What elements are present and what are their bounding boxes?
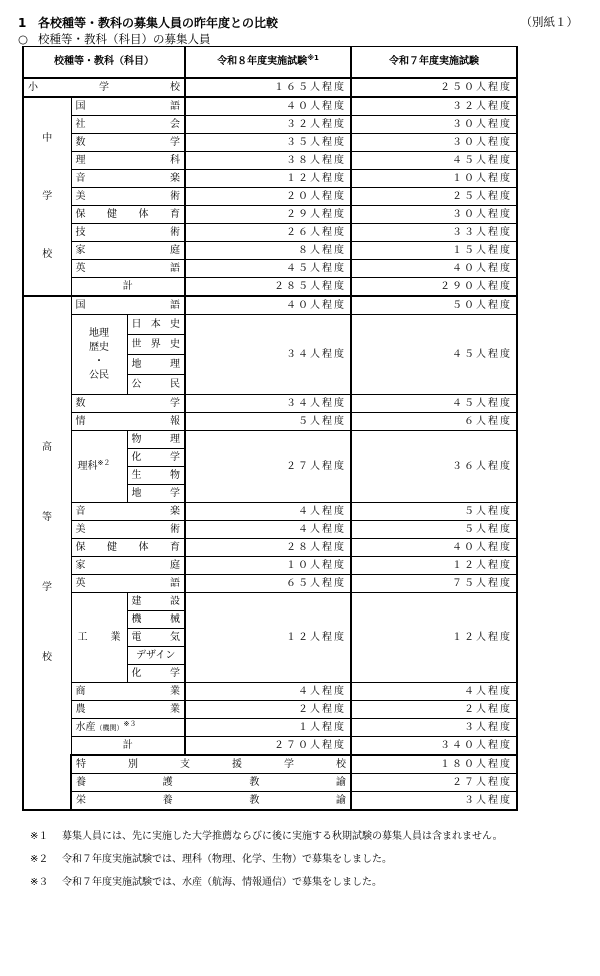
section-subtitle xyxy=(18,31,211,47)
value-r8: ４５人程度 xyxy=(185,260,351,278)
value-r8: ２８人程度 xyxy=(185,539,351,557)
title-text: 各校種等・教科の募集人員の昨年度との比較 xyxy=(38,16,279,30)
subject-label: 技術 xyxy=(71,224,185,242)
total-label: 計 xyxy=(71,737,185,756)
table-row xyxy=(23,774,517,792)
table-row xyxy=(23,701,517,719)
value-r8: ４０人程度 xyxy=(185,296,351,315)
value-r8: ２６人程度 xyxy=(185,224,351,242)
value-r7: ４０人程度 xyxy=(351,539,517,557)
value-r7: １２人程度 xyxy=(351,593,517,683)
school-char: 中 xyxy=(42,132,53,144)
value-r7: ３人程度 xyxy=(351,719,517,737)
sub-subject: 化学 xyxy=(127,449,185,467)
subject-label-suisan xyxy=(71,719,185,737)
table-row xyxy=(23,296,517,315)
attachment-ref: （別紙１） xyxy=(520,15,578,29)
table-row xyxy=(23,134,517,152)
value-r8: ２７人程度 xyxy=(185,431,351,503)
value-r8: １６５人程度 xyxy=(185,78,351,97)
row-label-eiyo: 栄養教諭 xyxy=(71,792,351,811)
footnote-text: 令和７年度実施試験では、水産（航海、情報通信）で募集をしました。 xyxy=(62,877,382,888)
table-row xyxy=(23,431,517,449)
school-char: 校 xyxy=(42,652,52,663)
school-char: 学 xyxy=(42,582,52,593)
spacer xyxy=(28,455,66,511)
table-row xyxy=(23,224,517,242)
value-r7: １０人程度 xyxy=(351,170,517,188)
value-r8: １８０人程度 xyxy=(351,755,517,774)
recruitment-table xyxy=(22,46,518,811)
footnote-mark: ※２ xyxy=(30,854,49,865)
value-r7: ３４０人程度 xyxy=(351,737,517,756)
header-r8-note: ※1 xyxy=(307,54,319,62)
sub-subject: 生物 xyxy=(127,467,185,485)
school-junior-high xyxy=(23,97,71,296)
table-row xyxy=(23,683,517,701)
subject-note: ※３ xyxy=(123,719,137,728)
table-row xyxy=(23,557,517,575)
value-r8: ３４人程度 xyxy=(185,315,351,395)
subject-label: 数学 xyxy=(71,134,185,152)
value-r8: １２人程度 xyxy=(185,593,351,683)
footnote xyxy=(30,825,503,848)
subject-label: 保健体育 xyxy=(71,206,185,224)
school-char: 学 xyxy=(42,190,53,202)
footnotes xyxy=(30,825,503,894)
table-row xyxy=(23,170,517,188)
subject-label: 音楽 xyxy=(71,170,185,188)
value-r7: ４５人程度 xyxy=(351,395,517,413)
value-r8: ２７０人程度 xyxy=(185,737,351,756)
school-char: 高 xyxy=(42,442,52,453)
table-row xyxy=(23,593,517,611)
sub-subject: 電気 xyxy=(127,629,185,647)
subject-paren: （機関） xyxy=(95,723,124,732)
footnote-text: 令和７年度実施試験では、理科（物理、化学、生物）で募集をしました。 xyxy=(62,854,392,865)
value-r8: ３５人程度 xyxy=(185,134,351,152)
value-r7: ３０人程度 xyxy=(351,206,517,224)
table-row xyxy=(23,78,517,97)
value-r7: ２５０人程度 xyxy=(351,78,517,97)
value-r7: ５人程度 xyxy=(351,521,517,539)
value-r8: ４人程度 xyxy=(185,521,351,539)
header-r8 xyxy=(185,47,351,79)
value-r7: ７５人程度 xyxy=(351,575,517,593)
footnote-mark: ※３ xyxy=(30,877,49,888)
spacer xyxy=(28,595,66,651)
value-r7: ５０人程度 xyxy=(351,296,517,315)
group-label: 理科 xyxy=(77,460,98,472)
value-r8: １０人程度 xyxy=(185,557,351,575)
table-row xyxy=(23,116,517,134)
subject-label: 水産 xyxy=(75,721,96,733)
subject-label: 農業 xyxy=(71,701,185,719)
table-row xyxy=(23,260,517,278)
subject-label: 英語 xyxy=(71,575,185,593)
subject-label: 音楽 xyxy=(71,503,185,521)
header-subject: 校種等・教科（科目） xyxy=(23,47,185,79)
value-r7: ２５人程度 xyxy=(351,188,517,206)
table-row xyxy=(23,395,517,413)
subtitle-text: 校種等・教科（科目）の募集人員 xyxy=(38,32,211,46)
table-row xyxy=(23,521,517,539)
value-r7: ３２人程度 xyxy=(351,97,517,116)
sub-subject: 公民 xyxy=(127,375,185,395)
sub-subject: 日本史 xyxy=(127,315,185,335)
subject-label: 美術 xyxy=(71,521,185,539)
value-r8: ３２人程度 xyxy=(185,116,351,134)
spacer xyxy=(28,204,67,248)
group-kogyo: 工業 xyxy=(71,593,127,683)
value-r7: ６人程度 xyxy=(351,413,517,431)
subject-label: 家庭 xyxy=(71,557,185,575)
subject-label: 商業 xyxy=(71,683,185,701)
row-label-yogo: 養護教諭 xyxy=(71,774,351,792)
group-chireki xyxy=(71,315,127,395)
footnote-text: 募集人員には、先に実施した大学推薦ならびに後に実施する秋期試験の募集人員は含まれません。 xyxy=(62,831,503,842)
document-title xyxy=(18,14,578,30)
value-r8: ２０人程度 xyxy=(185,188,351,206)
table-header-row xyxy=(23,47,517,79)
value-r7: ２人程度 xyxy=(351,701,517,719)
value-r8: ５人程度 xyxy=(185,413,351,431)
table-row xyxy=(23,242,517,260)
table-row xyxy=(23,792,517,811)
footnote xyxy=(30,848,503,871)
value-r7: ２９０人程度 xyxy=(351,278,517,297)
table-row xyxy=(23,413,517,431)
sub-subject: 化学 xyxy=(127,665,185,683)
sub-subject: デザイン xyxy=(127,647,185,665)
table-row-total xyxy=(23,737,517,756)
subject-label: 国語 xyxy=(71,296,185,315)
value-r8: ３８人程度 xyxy=(185,152,351,170)
sub-subject: 建設 xyxy=(127,593,185,611)
value-r8: ６５人程度 xyxy=(185,575,351,593)
table-row-total xyxy=(23,278,517,297)
spacer xyxy=(28,525,66,581)
value-r8: ３人程度 xyxy=(351,792,517,811)
subject-label: 社会 xyxy=(71,116,185,134)
table-row xyxy=(23,575,517,593)
subject-label: 情報 xyxy=(71,413,185,431)
value-r7: ３６人程度 xyxy=(351,431,517,503)
school-char: 校 xyxy=(42,248,53,260)
sub-subject: 地理 xyxy=(127,355,185,375)
table-row xyxy=(23,188,517,206)
footnote xyxy=(30,871,503,894)
value-r7: ４人程度 xyxy=(351,683,517,701)
section-number: 1 xyxy=(18,16,27,30)
value-r7: ３０人程度 xyxy=(351,116,517,134)
subject-label: 国語 xyxy=(71,97,185,116)
value-r8: ２８５人程度 xyxy=(185,278,351,297)
group-note: ※２ xyxy=(97,458,111,467)
value-r8: ４０人程度 xyxy=(185,97,351,116)
sub-subject: 地学 xyxy=(127,485,185,503)
group-line: 公民 xyxy=(89,369,109,381)
value-r7: ３０人程度 xyxy=(351,134,517,152)
subject-label: 数学 xyxy=(71,395,185,413)
row-label-elementary: 小学校 xyxy=(23,78,185,97)
table-row xyxy=(23,755,517,774)
value-r8: ２７人程度 xyxy=(351,774,517,792)
value-r7: ５人程度 xyxy=(351,503,517,521)
table-row xyxy=(23,539,517,557)
table-row xyxy=(23,315,517,335)
value-r7: ４５人程度 xyxy=(351,315,517,395)
group-line: ・ xyxy=(94,355,104,367)
school-senior-high xyxy=(23,296,71,810)
value-r8: ３４人程度 xyxy=(185,395,351,413)
value-r8: １人程度 xyxy=(185,719,351,737)
group-rika xyxy=(71,431,127,503)
value-r7: ３３人程度 xyxy=(351,224,517,242)
subject-label: 保健体育 xyxy=(71,539,185,557)
sub-subject: 世界史 xyxy=(127,335,185,355)
table-row xyxy=(23,97,517,116)
table-row xyxy=(23,206,517,224)
value-r8: ８人程度 xyxy=(185,242,351,260)
value-r7: １２人程度 xyxy=(351,557,517,575)
sub-subject: 機械 xyxy=(127,611,185,629)
value-r7: ４０人程度 xyxy=(351,260,517,278)
spacer xyxy=(28,146,67,190)
table-row xyxy=(23,719,517,737)
total-label: 計 xyxy=(71,278,185,297)
header-r8-label: 令和８年度実施試験 xyxy=(217,56,308,67)
subject-label: 英語 xyxy=(71,260,185,278)
value-r7: １５人程度 xyxy=(351,242,517,260)
circle-bullet-icon: ○ xyxy=(18,32,29,46)
value-r8: ２９人程度 xyxy=(185,206,351,224)
group-line: 地理 xyxy=(89,327,109,339)
header-r7: 令和７年度実施試験 xyxy=(351,47,517,79)
subject-label: 美術 xyxy=(71,188,185,206)
subject-label: 理科 xyxy=(71,152,185,170)
subject-label: 家庭 xyxy=(71,242,185,260)
value-r8: ４人程度 xyxy=(185,683,351,701)
value-r8: ４人程度 xyxy=(185,503,351,521)
row-label-tokubetsu: 特別支援学校 xyxy=(71,755,351,774)
group-line: 歴史 xyxy=(89,341,109,353)
sub-subject: 物理 xyxy=(127,431,185,449)
table-row xyxy=(23,503,517,521)
value-r7: ４５人程度 xyxy=(351,152,517,170)
value-r8: ２人程度 xyxy=(185,701,351,719)
footnote-mark: ※１ xyxy=(30,831,49,842)
table-row xyxy=(23,152,517,170)
value-r8: １２人程度 xyxy=(185,170,351,188)
school-char: 等 xyxy=(42,512,52,523)
